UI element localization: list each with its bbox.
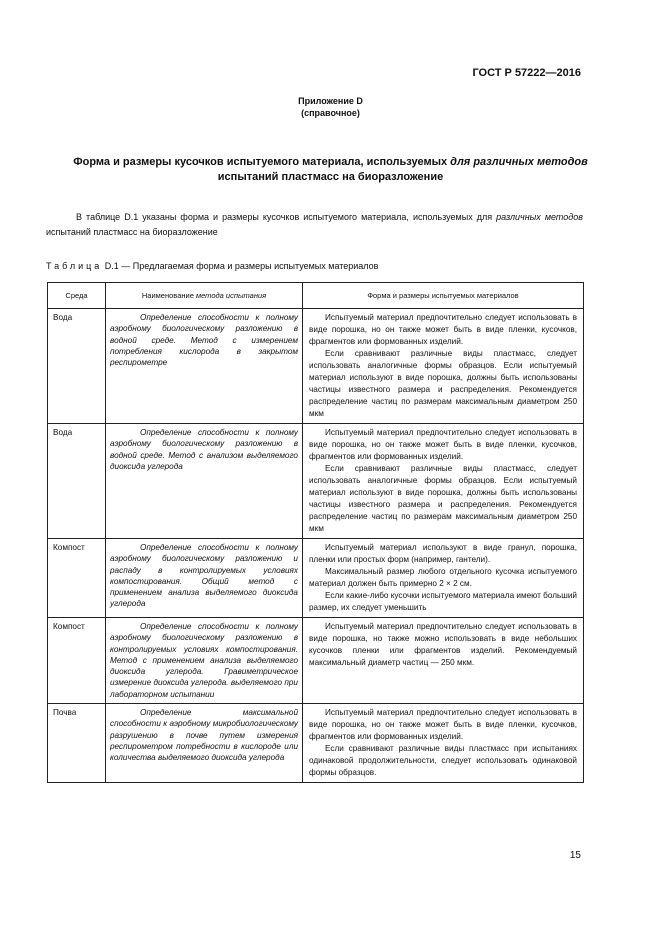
form-paragraph: Если сравнивают различные виды пластмасс при испытаниях одинаковой продолжительности, следует использовать одинаковой формы образцов.: [309, 744, 577, 778]
table-row: [48, 704, 584, 783]
intro-paragraph: [46, 210, 583, 240]
method-text: Определение способности к полному аэробному биологическому разложению и распаду в контролируемых условиях компостирования. Общий метод с применением анализа выделяемого диоксида углерода: [110, 543, 298, 609]
form-cell: [303, 704, 584, 783]
intro-part3: испытаний пластмасс на биоразложение: [46, 227, 218, 237]
form-paragraph: Испытуемый материал используют в виде гранул, порошка, пленки или простых форм (например, гантели).: [309, 543, 577, 564]
method-cell: [106, 309, 303, 424]
header-env: Среда: [48, 283, 106, 309]
materials-table: [47, 282, 584, 783]
intro-part1: В таблице D.1 указаны форма и размеры кусочков испытуемого материала, используемых для: [76, 212, 497, 222]
method-cell: [106, 704, 303, 783]
form-cell: [303, 539, 584, 618]
method-text: Определение способности к полному аэробному биологическому разложению в водной среде. Метод с измерением потребления кислорода в закрытом респирометре: [110, 313, 298, 368]
form-paragraph: Испытуемый материал предпочтительно следует использовать в виде порошка, но также можно использовать в виде небольших кусочков пленки или фрагментов изделий. Рекомендуемый максимальный диаметр частиц — 250 мкм.: [309, 622, 577, 667]
env-cell: Компост: [48, 539, 106, 618]
form-paragraph: Испытуемый материал предпочтительно следует использовать в виде порошка, но он также может быть в виде пленки, кусочков, фрагментов или формованных изделий.: [309, 708, 577, 742]
form-paragraph: Если какие-либо кусочки испытуемого материала имеют больший размер, их следует уменьшить: [309, 591, 577, 612]
form-paragraph: Если сравнивают различные виды пластмасс, следует использовать аналогичные формы образцов. Если испытуемый материал используют в виде порошка, должны быть использованы частицы известного размера и распределения. Рекомендуется распределение частиц по размерам максимальным диаметром 250 мкм: [309, 349, 577, 418]
header-method: [106, 283, 303, 309]
method-text: Определение способности к полному аэробному биологическому разложению в водной среде. Метод с анализом выделяемого диоксида углерода: [110, 428, 298, 471]
form-cell: [303, 309, 584, 424]
method-cell: [106, 424, 303, 539]
method-text: Определение способности к полному аэробному биологическому разложению в контролируемых условиях компостирования. Метод с применением анализа выделяемого диоксида углерода. Гравиметрическое измерение диоксида углерода. выделяемого при лабораторном испытании: [110, 622, 298, 699]
env-cell: Почва: [48, 704, 106, 783]
title-part3: испытаний пластмасс на биоразложение: [217, 171, 444, 183]
page-number: 15: [569, 850, 581, 861]
form-paragraph: Если сравнивают различные виды пластмасс, следует использовать аналогичные формы образцов. Если испытуемый материал используют в виде порошка, должны быть использованы частицы известного размера и распределения. Рекомендуется распределение частиц по размерам максимальным диаметром 250 мкм: [309, 464, 577, 533]
table-caption: [46, 261, 378, 271]
annex-heading: [0, 95, 661, 119]
table-row: [48, 539, 584, 618]
table-row: [48, 309, 584, 424]
form-paragraph: Испытуемый материал предпочтительно следует использовать в виде порошка, но он также может быть в виде пленки, кусочков, фрагментов или формованных изделий.: [309, 313, 577, 346]
table-caption-prefix: Таблица: [46, 261, 103, 271]
annex-title: [56, 155, 605, 185]
annex-type: (справочное): [301, 108, 360, 118]
table-header-row: [48, 283, 584, 309]
table-row: [48, 618, 584, 704]
form-paragraph: Испытуемый материал предпочтительно следует использовать в виде порошка, но он также может быть в виде пленки, кусочков, фрагментов или формованных изделий.: [309, 428, 577, 461]
form-cell: [303, 424, 584, 539]
table-caption-text: D.1 — Предлагаемая форма и размеры испытуемых материалов: [102, 261, 379, 271]
intro-part2: различных методов: [496, 212, 583, 222]
annex-label: Приложение D: [298, 96, 363, 106]
env-cell: Компост: [48, 618, 106, 704]
form-paragraph: Максимальный размер любого отдельного кусочка испытуемого материал должен быть примерно 2 × 2 см.: [309, 567, 577, 588]
env-cell: Вода: [48, 309, 106, 424]
form-cell: [303, 618, 584, 704]
method-cell: [106, 618, 303, 704]
header-method-a: Наименование: [141, 291, 196, 300]
method-text: Определение максимальной способности к аэробному микробиологическому разрушению в почве путем измерения респирометром потребности в кислороде или количества выделяемого диоксида углерода: [110, 708, 298, 763]
table-row: [48, 424, 584, 539]
header-method-b: метода испытания: [195, 291, 267, 300]
document-id: ГОСТ Р 57222—2016: [472, 67, 581, 79]
title-part2: для различных методов: [450, 156, 588, 168]
env-cell: Вода: [48, 424, 106, 539]
method-cell: [106, 539, 303, 618]
title-part1: Форма и размеры кусочков испытуемого материала, используемых: [73, 156, 451, 168]
header-form: Форма и размеры испытуемых материалов: [303, 283, 584, 309]
